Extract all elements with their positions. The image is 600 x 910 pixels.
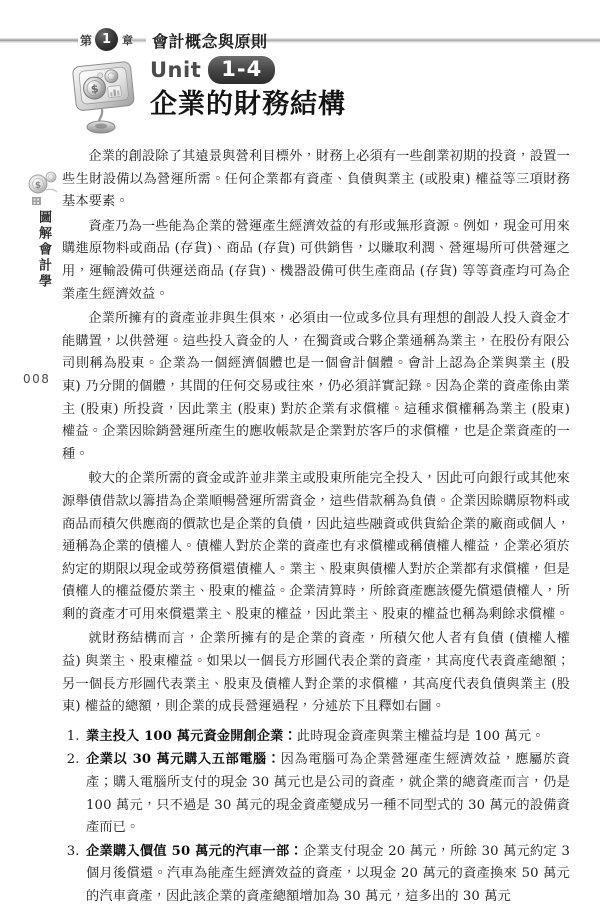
unit-number-badge: 1-4 (208, 56, 275, 84)
unit-heading-block (72, 56, 402, 138)
numbered-step-list (62, 726, 570, 909)
paragraph: 就財務結構而言，企業所擁有的是企業的資產，所積欠他人者有負債 (債權人權益) 與業主、股東權益。如果以一個長方形圖代表企業的資產，其高度代表資產總額；另一個長方形圖代表業主、股東及債權人對企業的求償權，其高度代表負債與業主 (股東) 權益的總額，則企業的成長營運過程，分述於下且釋如右圖。 (62, 631, 570, 715)
svg-text:$: $ (90, 82, 100, 96)
chapter-title: 會計概念與原則 (152, 32, 268, 51)
page-number: 008 (23, 372, 51, 386)
header-rule-left (0, 38, 78, 43)
paragraph: 資產乃為一些能為企業的營運產生經濟效益的有形或無形資源。例如，現金可用來購進原物料或商品 (存貨)、商品 (存貨) 可供銷售，以賺取利潤、營運場所可供營運之用，運輸設備可供運送商品 (存貨)、機器設備可供生產商品 (存貨) 等等資產均可為企業產生經濟效益。 (62, 218, 570, 302)
list-item-lead: 企業購入價值 50 萬元的汽車一部： (86, 843, 303, 859)
list-item (84, 726, 570, 749)
header-rule-right (240, 38, 600, 43)
book-title-vertical: 圖解會計學 (36, 210, 51, 290)
paragraph: 企業所擁有的資產並非與生俱來，必須由一位或多位具有理想的創設人投入資金才能購置，以供營運。這些投入資金的人，在獨資或合夥企業通稱為業主，在股份有限公司則稱為股東。企業為一個經濟個體也是一個會計個體。會計上認為企業與業主 (股東) 乃分開的個體，其間的任何交易或往來，仍必須詳實記錄。因為企業的資產係由業主 (股東) 所投資，因此業主 (股東) 對於企業有求償權。這種求償權稱為業主 (股東) 權益。企業因賒銷營運所產生的應收帳款是企業對於客戶的求償權，也是企業資產的一種。 (62, 311, 570, 462)
svg-text:$: $ (34, 181, 42, 191)
list-item-text: 因為電腦可為企業營運產生經濟效益，應屬於資產；購入電腦所支付的現金 30 萬元也是公司的資產，就企業的總資產而言，仍是 100 萬元，只不過是 30 萬元的現金資產變成另一種不同型式的 30 萬元的設備資產而已。 (86, 752, 570, 836)
paragraph: 企業的創設除了其遠景與營利目標外，財務上必須有一些創業初期的投資，設置一些生財設備以為營運所需。任何企業都有資產、負債與業主 (或股東) 權益等三項財務基本要素。 (62, 149, 570, 210)
coins-decoration-icon (26, 168, 62, 208)
list-item (84, 841, 570, 909)
unit-line (150, 56, 346, 84)
chapter-running-head (0, 28, 600, 52)
chapter-number-badge: 1 (95, 28, 118, 51)
monitor-coins-icon (72, 58, 142, 136)
unit-label: Unit (150, 58, 202, 82)
list-item-text: 企業支付現金 20 萬元，所餘 30 萬元約定 3 個月後償還。汽車為能產生經濟效益的資產，以現金 20 萬元的資產換來 50 萬元的汽車資產，因此該企業的資產總額增加為 30 萬元，這多出的 30 萬元 (86, 843, 570, 904)
chapter-suffix-label: 章 (122, 34, 133, 47)
unit-title: 企業的財務結構 (150, 89, 346, 120)
unit-text (150, 56, 346, 120)
chapter-prefix-label: 第 (80, 34, 93, 48)
paragraph: 較大的企業所需的資金或許並非業主或股東所能完全投入，因此可向銀行或其他來源舉債借款以籌措為企業順暢營運所需資金，這些借款稱為負債。企業因賒購原物料或商品而積欠供應商的價款也是企業的負債，因此這些融資或供貨給企業的廠商或個人，通稱為企業的債權人。債權人對於企業的資產也有求償權或稱債權人權益，企業必須於約定的期限以現金或勞務償還債權人。業主、股東與債權人對於企業都有求償權，但是債權人的權益優於業主、股東的權益。企業清算時，所餘資產應該優先償還債權人，所剩的資產才可用來償還業主、股東的權益，因此業主、股東的權益也稱為剩餘求償權。 (62, 471, 570, 622)
list-item-lead: 企業以 30 萬元購入五部電腦： (86, 752, 281, 768)
list-item-text: 此時現金資產與業主權益均是 100 萬元。 (296, 728, 545, 744)
body-column (62, 146, 570, 910)
list-item-lead: 業主投入 100 萬元資金開創企業： (86, 728, 297, 744)
list-item (84, 749, 570, 839)
